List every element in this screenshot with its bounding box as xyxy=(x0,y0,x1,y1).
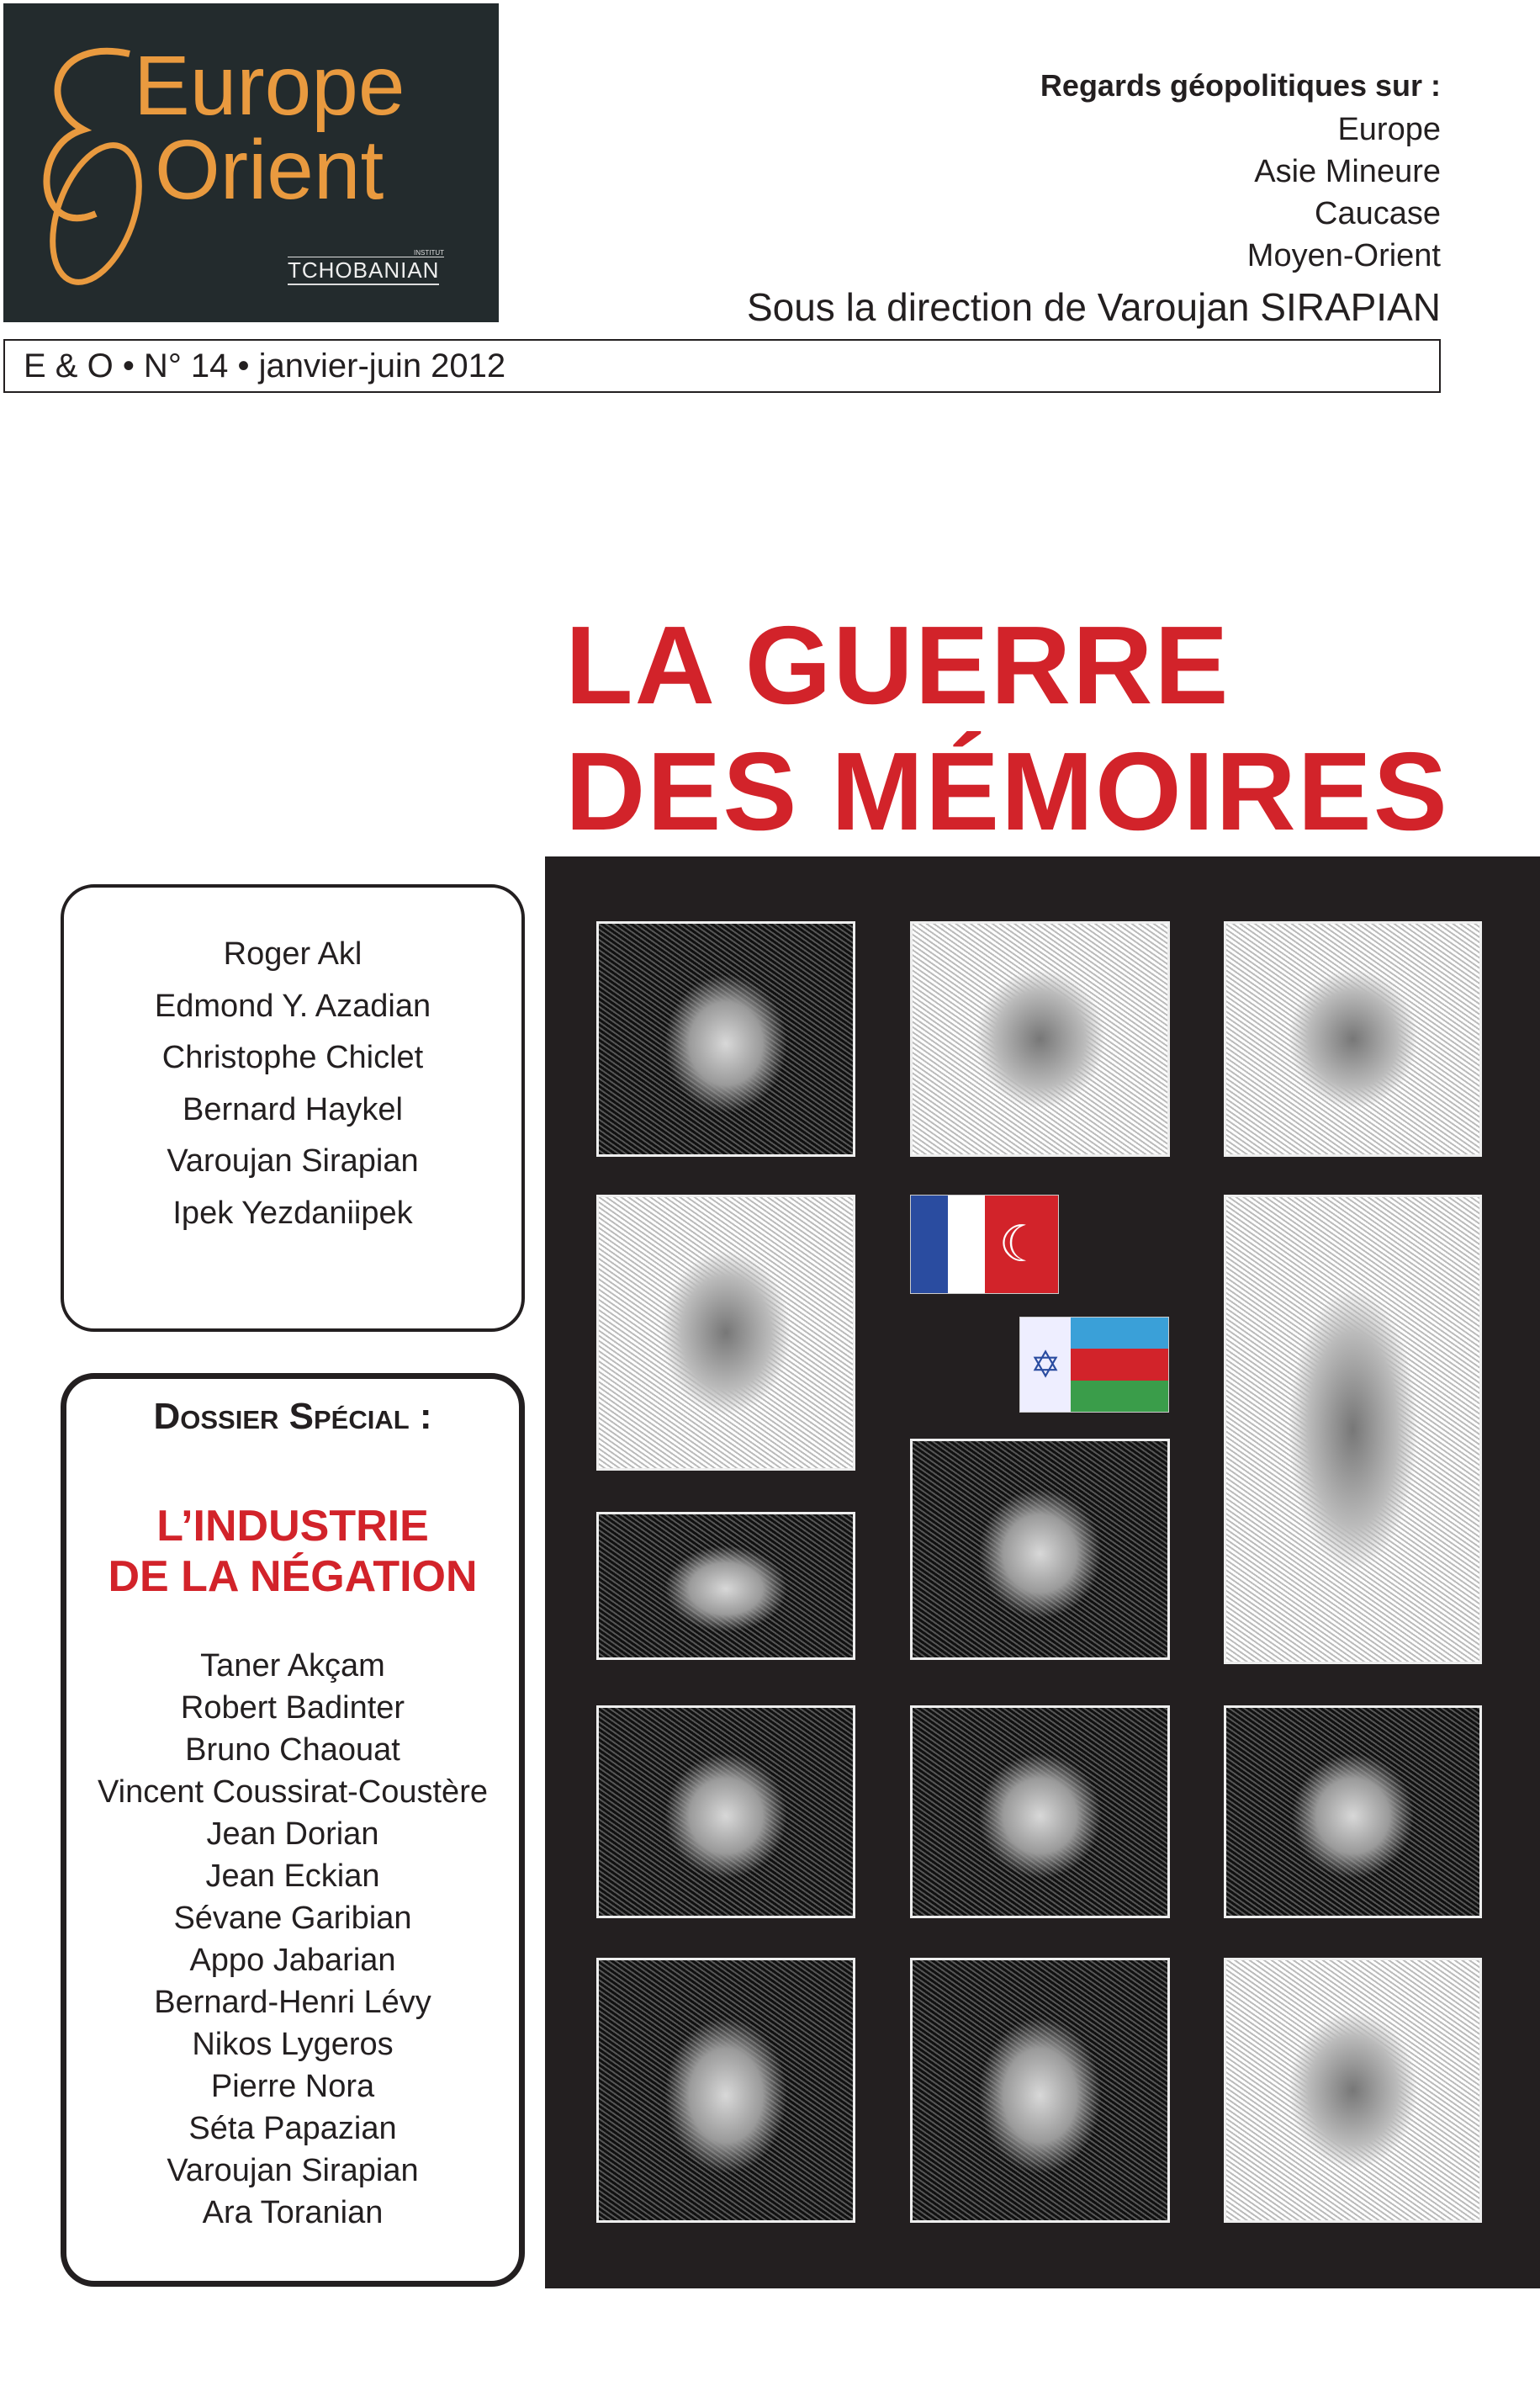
dossier-title-line-2: DE LA NÉGATION xyxy=(108,1552,478,1601)
france-turkey-flag-icon: ☾ xyxy=(910,1195,1059,1294)
portrait-photo xyxy=(1224,921,1482,1157)
author-name: Bernard Haykel xyxy=(183,1092,403,1127)
portrait-photo xyxy=(910,1439,1170,1660)
authors-box xyxy=(61,884,525,1332)
contributor-name: Robert Badinter xyxy=(180,1690,405,1726)
portrait-photo xyxy=(596,921,855,1157)
logo-tchobanian: TCHOBANIAN xyxy=(288,257,439,285)
portrait-photo xyxy=(1224,1705,1482,1918)
contributor-name: Taner Akçam xyxy=(200,1648,385,1683)
contributor-name: Ara Toranian xyxy=(202,2195,384,2230)
logo-orient: Orient xyxy=(155,123,384,217)
portrait-photo xyxy=(1224,1958,1482,2223)
portrait-photo xyxy=(910,1705,1170,1918)
author-name: Christophe Chiclet xyxy=(161,1040,424,1075)
portrait-photo xyxy=(910,1958,1170,2223)
contributor-name: Sévane Garibian xyxy=(173,1901,412,1936)
portrait-photo xyxy=(596,1705,855,1918)
contributor-name: Appo Jabarian xyxy=(189,1943,396,1978)
direction-text: Sous la direction de Varoujan SIRAPIAN xyxy=(746,285,1441,329)
photo-panel xyxy=(545,856,1540,2288)
issue-bar: E & O • N° 14 • janvier-juin 2012 xyxy=(3,339,1441,393)
regards-title: Regards géopolitiques sur : xyxy=(1040,68,1441,103)
contributor-name: Séta Papazian xyxy=(188,2111,397,2146)
author-name: Varoujan Sirapian xyxy=(167,1143,419,1179)
dossier-heading: Dossier Spécial : xyxy=(153,1396,432,1437)
portrait-photo xyxy=(910,921,1170,1157)
author-name: Edmond Y. Azadian xyxy=(154,989,431,1024)
contributor-name: Jean Dorian xyxy=(206,1816,379,1852)
logo-europe: Europe xyxy=(134,39,405,133)
portrait-photo xyxy=(1224,1195,1482,1664)
dossier-box xyxy=(61,1373,525,2287)
region-asie-mineure: Asie Mineure xyxy=(1254,154,1441,189)
author-name: Ipek Yezdaniipek xyxy=(172,1196,413,1231)
contributor-name: Jean Eckian xyxy=(205,1858,380,1894)
title-line-1: LA GUERRE xyxy=(565,603,1230,727)
israel-azerbaijan-flag-icon: ✡ xyxy=(1019,1317,1169,1413)
portrait-photo xyxy=(596,1195,855,1471)
logo-institut: INSTITUT xyxy=(288,249,444,257)
contributor-name: Bruno Chaouat xyxy=(185,1732,400,1768)
dossier-title-line-1: L’INDUSTRIE xyxy=(156,1502,429,1551)
portrait-photo xyxy=(596,1512,855,1660)
contributor-name: Vincent Coussirat-Coustère xyxy=(98,1774,488,1810)
journal-logo xyxy=(3,3,499,322)
contributor-name: Varoujan Sirapian xyxy=(167,2153,419,2188)
region-caucase: Caucase xyxy=(1315,196,1441,231)
contributor-name: Bernard-Henri Lévy xyxy=(154,1985,431,2020)
author-name: Roger Akl xyxy=(223,936,363,972)
region-moyen-orient: Moyen-Orient xyxy=(1246,238,1441,273)
title-line-2: DES MÉMOIRES xyxy=(565,729,1449,853)
region-europe: Europe xyxy=(1337,112,1441,147)
contributor-name: Pierre Nora xyxy=(210,2069,375,2104)
contributor-name: Nikos Lygeros xyxy=(192,2027,394,2062)
portrait-photo xyxy=(596,1958,855,2223)
